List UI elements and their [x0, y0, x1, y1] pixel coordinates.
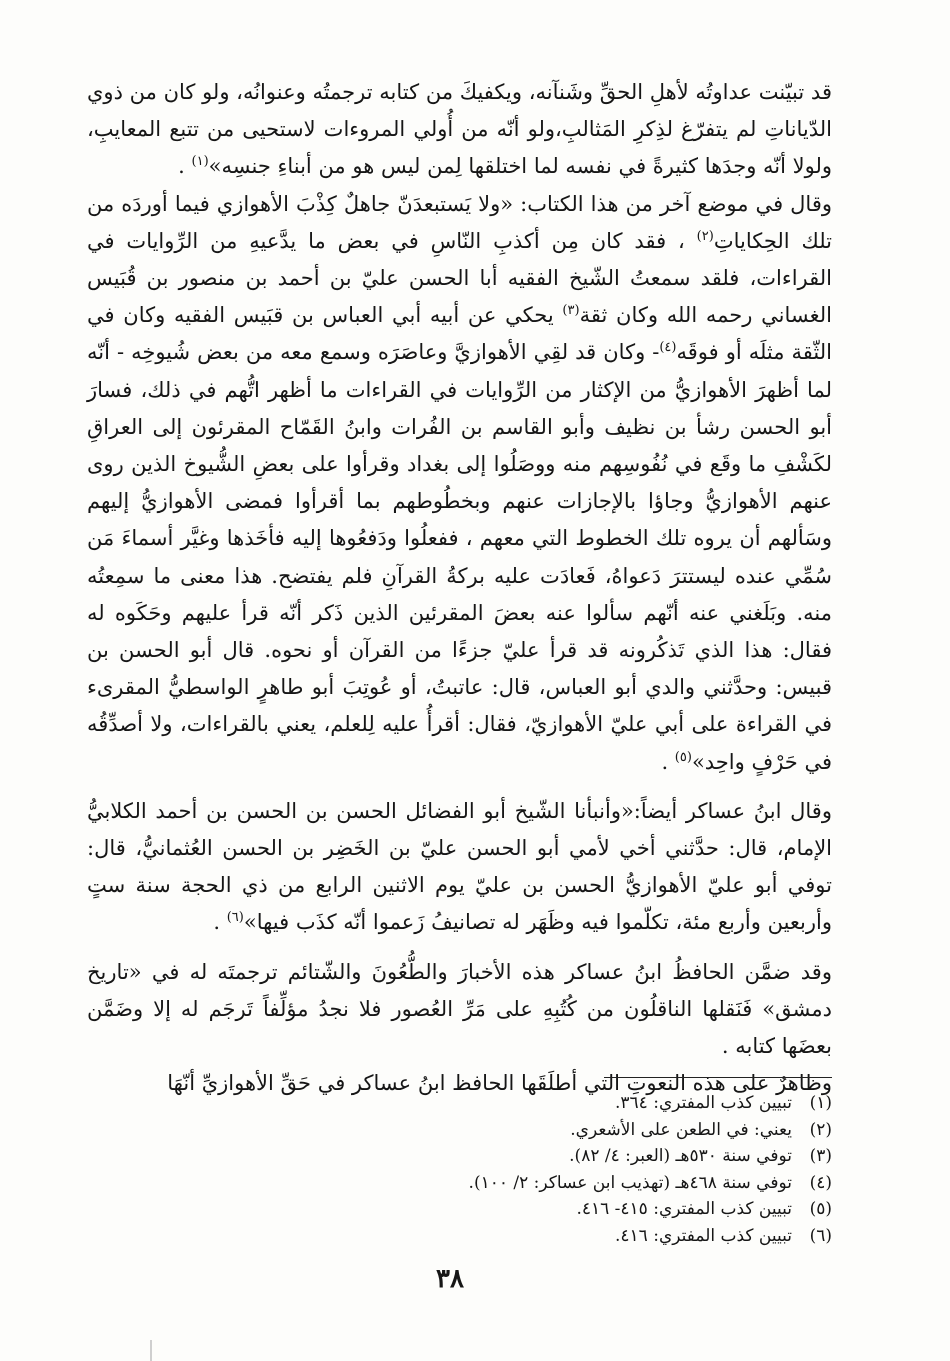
footnote-item — [232, 1090, 832, 1117]
footnote-text: تبيين كذب المفتري: ٤١٦. — [615, 1225, 792, 1246]
footnote-item — [232, 1170, 832, 1197]
footnote-text: توفي سنة ٥٣٠هـ (العبر: ٤/ ٨٢). — [569, 1146, 792, 1166]
footnote-item — [232, 1223, 832, 1250]
paragraph-2-text-d: - وكان قد لقِي الأهوازيَّ وعاصَرَه وسمع معه من بعض شُيوخِه - أنّه لما أظهرَ الأهوازيُّ من الإكثار من الرِّوايات في القراءات ما أظهر اتُّهم في ذلك، فسارَ أبو الحسن رشأ بن نظيف وأبو القاسم بن الفُرات وابنُ القَمّاح المقرئون إلى العراقِ لكَشْفِ ما وقَع في نُفُوسِهم منه ووصَلُوا إلى بغداد وقرأوا على بعضِ الشُّيوخ الذين روى عنهم الأهوازيُّ وجاؤا بالإجازات عنهم وبخطُوطهم بما أقرأوا فمضى الأهوازيُّ إليهم وسَألهم أن يروه تلك الخطوط التي معهم ، ففعلُوا ودَفعُوها إليه فأخَذها وغيَّر أسماءَ مَن سُمِّي عنده ليستترَ دَعواهُ، فَعادَت عليه بركةُ القرآنِ فلم يفتضح. هذا معنى ما سمِعتُه منه. وبَلَغني عنه أنّهم سألوا عنه بعضَ المقرئين الذين ذَكر أنّه قرأ عليهم وحَكَوه له فقال: هذا الذي تَذكُرونه قد قرأ عليّ جزءًا من القرآن أو نحوه. قال أبو الحسن بن قبيس: وحدَّثني والدي أبو العباس، قال: عاتبتُ، أو عُوتِبَ أبو طاهرٍ الواسطيُّ المقرىء في القراءة على أبي عليّ الأهوازيّ، فقال: أقرأُ عليه لِلعلم، يعني بالقراءات، ولا أصدِّقُه في حَرْفٍ واحِد» — [87, 340, 833, 774]
footnote-ref-6: (٦) — [226, 910, 244, 926]
footnote-number: (١) — [809, 1093, 832, 1113]
footnote-number: (٦) — [809, 1225, 832, 1246]
footnote-number: (٥) — [809, 1199, 832, 1219]
paragraph-3: وقال ابنُ عساكر أيضاً:«وأنبأنا الشّيخ أبو الفضائل الحسن بن الحسن بن أحمد الكلابيُّ الإمام، قال: حدَّثني أخي لأمي أبو الحسن عليّ بن الخَضِر بن الحسن العُثمانيُّ، قال: توفي أبو عليّ الأهوازيُّ الحسن بن عليّ يوم الاثنين الرابع من ذي الحجة سنة ستٍ وأربعين وأربع مئة، تكلّموا فيه وظَهَر له تصانيفُ زَعموا أنّه كذَب فيها»$^{(٦)}$ . — [87, 798, 832, 935]
scan-edge-mark — [150, 1340, 152, 1361]
paragraph-2-text-c: يحكي عن أبيه أبي العباس بن قبَيس الفقيه وكان في الثّقة مثلَه أو فوقَه — [87, 303, 832, 365]
footnote-text: تبيين كذب المفتري: ٣٦٤. — [615, 1093, 792, 1113]
footnote-item — [232, 1117, 832, 1144]
footnote-ref-5: (٥) — [674, 749, 692, 765]
footnote-text: يعني: في الطعن على الأشعري. — [570, 1119, 792, 1140]
paragraph-1: قد تبيّنت عداوتُه لأهلِ الحقِّ وشَنآنه، ويكفيكَ من كتابه ترجمتُه وعنوانُه، ولو كان من ذوي الدّياناتِ لم يتفرّغ لذِكرِ المَثالبِ،ولو أنّه من أُولي المروءات لاستحيى من تتبع المعايبِ، ولولا أنّه وجدَها كثيرةً في نفسه لما اختلقها لِمن ليس هو من أبناءِ جنسِه»$^{(١)}$ . — [87, 80, 832, 179]
footnote-text: تبيين كذب المفتري: ٤١٥- ٤١٦. — [576, 1199, 792, 1219]
footnote-text: توفي سنة ٤٦٨هـ (تهذيب ابن عساكر: ٢/ ١٠٠). — [468, 1172, 792, 1193]
main-text — [87, 74, 832, 1102]
footnote-separator — [604, 1077, 832, 1078]
footnote-ref-4: (٤) — [659, 340, 677, 356]
footnotes-list — [232, 1090, 832, 1249]
footnote-ref-1: (١) — [191, 154, 209, 170]
paragraph-2-text-b: ، فقد كان مِن أكذبِ النّاسِ في بعض ما يدَّعيهِ من الرِّوايات في القراءات، فلقد سمعتُ الشّيخ الفقيه أبا الحسن عليّ بن أحمد بن منصور بن قُبَيس الغساني رحمه الله وكان ثقة — [87, 228, 832, 328]
paragraph-4: وقد ضمَّن الحافظُ ابنُ عساكر هذه الأخبارَ والطُّعُونَ والشّتائم ترجمتَه له في «تاريخ دمشق» فَنَقلها الناقلُون من كُتُبِهِ على مَرِّ العُصور فلا نجدُ مؤلِّفاً تَرجَم له إلا وضَمَّن بعضَها كتابه . — [87, 959, 832, 1059]
paragraph-2-text-a: وقال في موضع آخر من هذا الكتاب: «ولا يَستبعدَنّ جاهلٌ كِذْبَ الأهوازي فيما أوردَه من تلك الحِكاياتِ — [87, 191, 832, 253]
page-number: ٣٨ — [436, 1264, 464, 1294]
footnote-item — [232, 1143, 832, 1170]
paragraph-1-text: قد تبيّنت عداوتُه لأهلِ الحقِّ وشَنآنه، ويكفيكَ من كتابه ترجمتُه وعنوانُه، ولو كان من ذوي الدّياناتِ لم يتفرّغ لذِكرِ المَثالبِ،ولو أنّه من أُولي المروءات لاستحيى من تتبع المعايبِ، ولولا أنّه وجدَها كثيرةً في نفسه لما اختلقها لِمن ليس هو من أبناءِ جنسِه» — [87, 80, 832, 179]
paragraph-5: وظاهرٌ على هذه النعوتِ التي أطلَقَها الحافظ ابنُ عساكر في حَقِّ الأهوازيِّ أنّهَا — [167, 1071, 832, 1096]
footnote-ref-3: (٣) — [562, 303, 580, 319]
footnote-number: (٣) — [809, 1146, 832, 1166]
footnote-number: (٢) — [809, 1119, 832, 1140]
paragraph-2: وقال في موضع آخر من هذا الكتاب: «ولا يَستبعدَنّ جاهلٌ كِذْبَ الأهوازي فيما أوردَه من تلك الحِكاياتِ$^{(٢)}$ ، فقد كان مِن أكذبِ النّاسِ في بعض ما يدَّعيهِ من الرِّوايات في القراءات، فلقد سمعتُ الشّيخ الفقيه أبا الحسن عليّ بن أحمد بن منصور بن قُبَيس الغساني رحمه الله وكان ثقة$^{(٣)}$ يحكي عن أبيه أبي العباس بن قبَيس الفقيه وكان في الثّقة مثلَه أو فوقَه$^{(٤)}$- وكان قد لقِي الأهوازيَّ وعاصَرَه وسمع معه من بعض شُيوخِه - أنّه لما أظهرَ الأهوازيُّ من الإكثار من الرِّوايات في القراءات ما أظهر اتُّهم في ذلك، فسارَ أبو الحسن رشأ بن نظيف وأبو القاسم بن الفُرات وابنُ القَمّاح المقرئون إلى العراقِ لكَشْفِ ما وقَع في نُفُوسِهم منه ووصَلُوا إلى بغداد وقرأوا على بعضِ الشُّيوخ الذين روى عنهم الأهوازيُّ وجاؤا بالإجازات عنهم وبخطُوطهم بما أقرأوا فمضى الأهوازيُّ إليهم وسَألهم أن يروه تلك الخطوط التي معهم ، ففعلُوا ودَفعُوها إليه فأخَذها وغيَّر أسماءَ مَن سُمِّي عنده ليستترَ دَعواهُ، فَعادَت عليه بركةُ القرآنِ فلم يفتضح. هذا معنى ما سمِعتُه منه. وبَلَغني عنه أنّهم سألوا عنه بعضَ المقرئين الذين ذَكر أنّه قرأ عليهم وحَكَوه له فقال: هذا الذي تَذكُرونه قد قرأ عليّ جزءًا من القرآن أو نحوه. قال أبو الحسن بن قبيس: وحدَّثني والدي أبو العباس، قال: عاتبتُ، أو عُوتِبَ أبو طاهرٍ الواسطيُّ المقرىء في القراءة على أبي عليّ الأهوازيّ، فقال: أقرأُ عليه لِلعلم، يعني بالقراءات، ولا أصدِّقُه في حَرْفٍ واحِد»$^{(٥)}$ . — [87, 191, 833, 774]
paragraph-3-text: وقال ابنُ عساكر أيضاً:«وأنبأنا الشّيخ أبو الفضائل الحسن بن الحسن بن أحمد الكلابيُّ الإمام، قال: حدَّثني أخي لأمي أبو الحسن عليّ بن الخَضِر بن الحسن العُثمانيُّ، قال: توفي أبو عليّ الأهوازيُّ الحسن بن عليّ يوم الاثنين الرابع من ذي الحجة سنة ستٍ وأربعين وأربع مئة، تكلّموا فيه وظَهَر له تصانيفُ زَعموا أنّه كذَب فيها» — [87, 798, 832, 935]
footnote-ref-2: (٢) — [696, 228, 714, 244]
footnote-item — [232, 1196, 832, 1223]
footnote-number: (٤) — [809, 1172, 832, 1193]
